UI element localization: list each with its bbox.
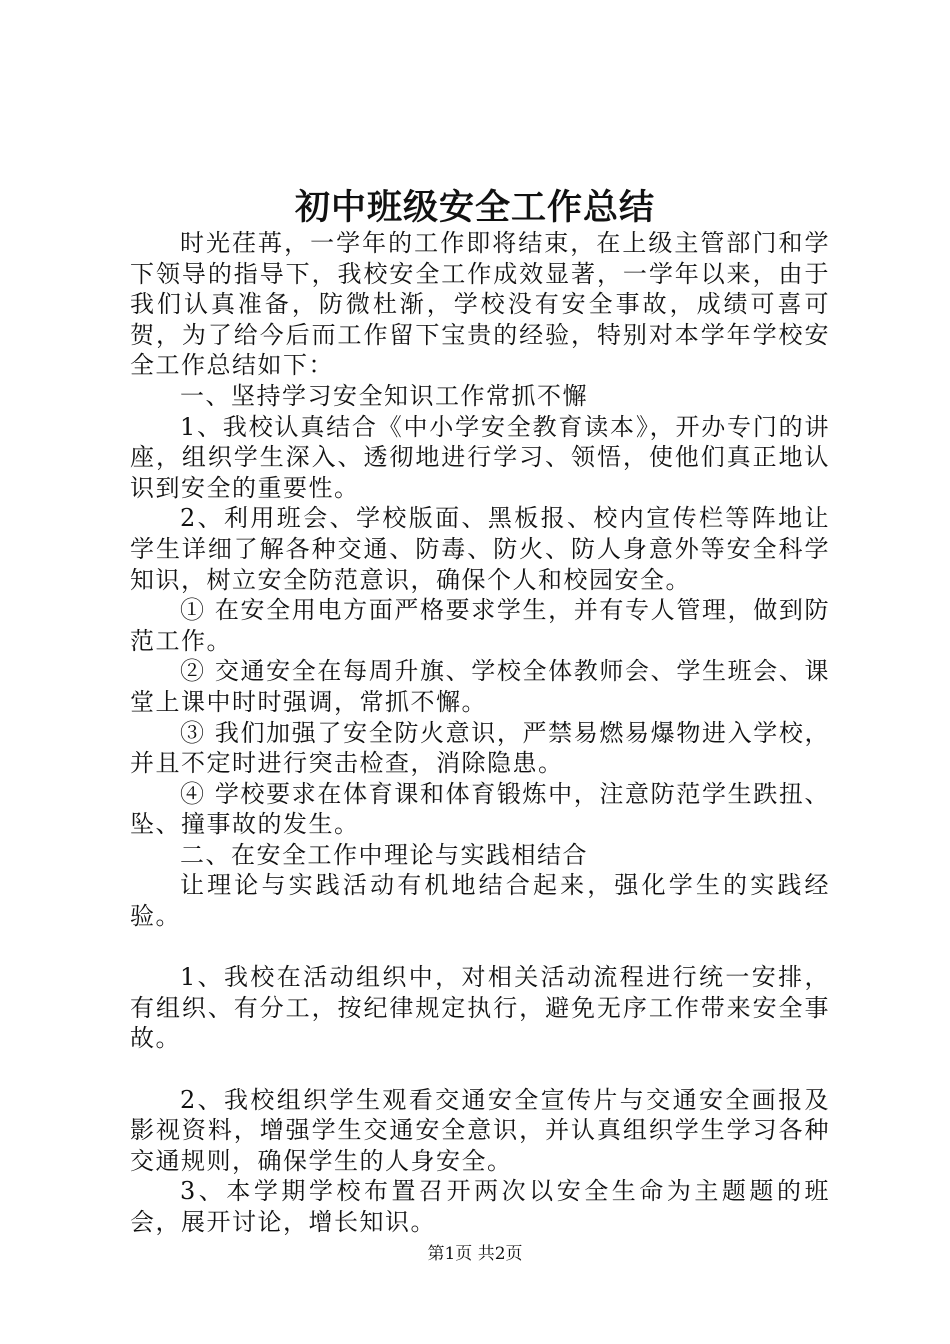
paragraph-item-2-3: 3、本学期学校布置召开两次以安全生命为主题题的班会，展开讨论，增长知识。 <box>130 1177 830 1236</box>
paragraph-item-1-1: 1、我校认真结合《中小学安全教育读本》，开办专门的讲座，组织学生深入、透彻地进行学习、领悟，使他们真正地认识到安全的重要性。 <box>130 412 830 502</box>
document-title: 初中班级安全工作总结 <box>294 187 655 228</box>
paragraph-item-1-2: 2、利用班会、学校版面、黑板报、校内宣传栏等阵地让学生详细了解各种交通、防毒、防火、防人身意外等安全科学知识，树立安全防范意识，确保个人和校园安全。 <box>130 504 830 594</box>
document-body <box>130 228 830 1238</box>
paragraph-subitem-2: ② 交通安全在每周升旗、学校全体教师会、学生班会、课堂上课中时时强调，常抓不懈。 <box>130 657 830 716</box>
page-number-footer: 第1页 共2页 <box>427 1244 523 1264</box>
paragraph-subitem-3: ③ 我们加强了安全防火意识，严禁易燃易爆物进入学校，并且不定时进行突击检查，消除隐患。 <box>130 718 830 778</box>
paragraph-item-2-2: 2、我校组织学生观看交通安全宣传片与交通安全画报及影视资料，增强学生交通安全意识，并认真组织学生学习各种交通规则，确保学生的人身安全。 <box>130 1085 830 1175</box>
section-heading-1: 一、坚持学习安全知识工作常抓不懈 <box>180 381 588 410</box>
intro-paragraph: 时光荏苒，一学年的工作即将结束，在上级主管部门和学下领导的指导下，我校安全工作成效显著，一学年以来，由于我们认真准备，防微杜渐，学校没有安全事故，成绩可喜可贺，为了给今后而工作留下宝贵的经验，特别对本学年学校安全工作总结如下： <box>130 229 830 380</box>
section-2-lead-paragraph: 让理论与实践活动有机地结合起来，强化学生的实践经验。 <box>130 871 830 931</box>
paragraph-subitem-1: ① 在安全用电方面严格要求学生，并有专人管理，做到防范工作。 <box>130 596 830 655</box>
paragraph-subitem-4: ④ 学校要求在体育课和体育锻炼中，注意防范学生跌扭、坠、撞事故的发生。 <box>130 779 830 839</box>
section-heading-2: 二、在安全工作中理论与实践相结合 <box>180 840 588 869</box>
paragraph-item-2-1: 1、我校在活动组织中，对相关活动流程进行统一安排，有组织、有分工，按纪律规定执行，避免无序工作带来安全事故。 <box>130 963 830 1053</box>
